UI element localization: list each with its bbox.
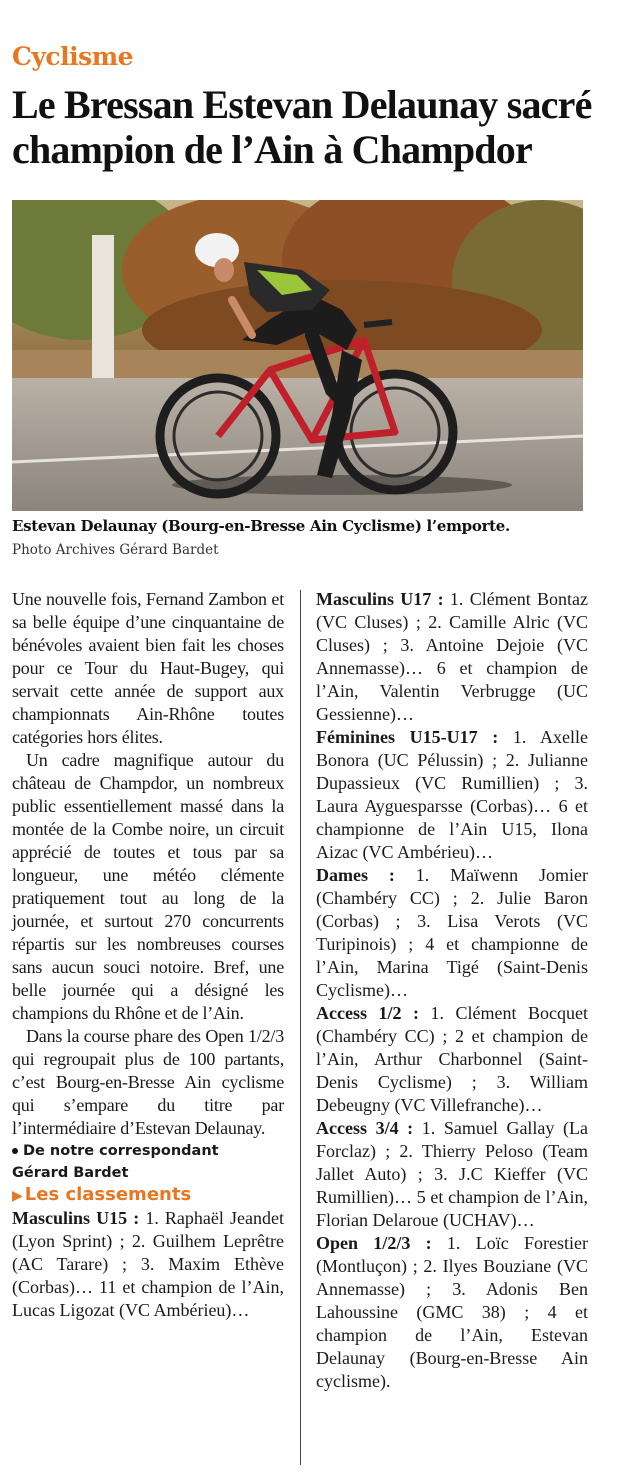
- result-entry: [316, 864, 588, 1002]
- result-entry: [316, 588, 588, 726]
- result-category: Féminines U15-U17 :: [316, 727, 499, 747]
- headline: Le Bressan Estevan Delaunay sacré champion de l’Ain à Champdor: [12, 82, 592, 172]
- result-entry: [316, 1117, 588, 1232]
- section-rubric: Cyclisme: [12, 42, 134, 71]
- result-text: 1. Maïwenn Jomier (Chambéry CC) ; 2. Julie Baron (Corbas) ; 3. Lisa Verots (VC Turipinois) ; 4 et championne de l’Ain, Marina Tigé (Saint-Denis Cyclisme)…: [316, 865, 588, 1000]
- result-text: 1. Raphaël Jeandet (Lyon Sprint) ; 2. Guilhem Leprêtre (AC Tarare) ; 3. Maxim Ethève (Corbas)… 11 et champion de l’Ain, Lucas Ligozat (VC Ambérieu)…: [12, 1208, 284, 1320]
- article-column-left: [12, 588, 284, 1322]
- article-column-right: [316, 588, 588, 1393]
- result-entry: [12, 1207, 284, 1322]
- result-text: 1. Clément Bocquet (Chambéry CC) ; 2 et champion de l’Ain, Arthur Charbonnel (Saint-Denis Cyclisme) ; 3. William Debeugny (VC Villefranche)…: [316, 1003, 588, 1115]
- article-photo: [12, 200, 583, 511]
- result-category: Access 1/2 :: [316, 1003, 419, 1023]
- arrow-right-icon: ▶: [12, 1188, 23, 1204]
- byline-label: De notre correspondant: [23, 1143, 219, 1159]
- result-entry: [316, 1002, 588, 1117]
- result-category: Masculins U15 :: [12, 1208, 140, 1228]
- paragraph-intro: Une nouvelle fois, Fernand Zambon et sa belle équipe d’une cinquantaine de bénévoles avaient bien fait les choses pour ce Tour du Haut-Bugey, qui servait cette année de support aux championnats Ain-Rhône toutes catégories hors élites.: [12, 589, 284, 747]
- results-heading-label: Les classements: [24, 1184, 192, 1205]
- result-category: Dames :: [316, 865, 395, 885]
- result-text: 1. Clément Bontaz (VC Cluses) ; 2. Camille Alric (VC Cluses) ; 3. Antoine Dejoie (VC Annemasse)… 6 et champion de l’Ain, Valentin Verbrugge (UC Gessienne)…: [316, 589, 588, 724]
- result-entry: [316, 1232, 588, 1393]
- photo-credit: Photo Archives Gérard Bardet: [12, 542, 219, 558]
- column-divider: [300, 590, 301, 1465]
- byline-correspondent: [12, 1140, 284, 1162]
- result-entry: [316, 726, 588, 864]
- result-text: 1. Loïc Forestier (Montluçon) ; 2. Ilyes Bouziane (VC Annemasse) ; 3. Adonis Ben Lahoussine (GMC 38) ; 4 et champion de l’Ain, Estevan Delaunay (Bourg-en-Bresse Ain cyclisme).: [316, 1233, 588, 1391]
- photo-caption: Estevan Delaunay (Bourg-en-Bresse Ain Cyclisme) l’emporte.: [12, 517, 510, 535]
- result-category: Masculins U17 :: [316, 589, 444, 609]
- byline-author: Gérard Bardet: [12, 1165, 129, 1181]
- result-text: 1. Samuel Gallay (La Forclaz) ; 2. Thierry Peloso (Team Jallet Auto) ; 3. J.C Kieffer (VC Rumillien)… 5 et champion de l’Ain, Florian Delaroue (UCHAV)…: [316, 1118, 588, 1230]
- cyclist-photo-illustration: [12, 200, 583, 511]
- result-category: Access 3/4 :: [316, 1118, 414, 1138]
- result-text: 1. Axelle Bonora (UC Pélussin) ; 2. Julianne Dupassieux (VC Rumillien) ; 3. Laura Ayguesparsse (Corbas)… 6 et championne de l’Ain U15, Ilona Aizac (VC Ambérieu)…: [316, 727, 588, 862]
- bullet-icon: [12, 1148, 18, 1154]
- results-heading: [12, 1184, 284, 1207]
- paragraph-race: Dans la course phare des Open 1/2/3 qui regroupait plus de 100 partants, c’est Bourg-en-Bresse Ain cyclisme qui s’empare du titre par l’intermédiaire d’Estevan Delaunay.: [12, 1026, 284, 1138]
- result-category: Open 1/2/3 :: [316, 1233, 432, 1253]
- paragraph-setting: Un cadre magnifique autour du château de Champdor, un nombreux public essentiellement massé dans la montée de la Combe noire, un circuit apprécié de toutes et tous par sa longueur, une météo clémente pratiquement tout au long de la journée, et surtout 270 concurrents répartis sur les nombreuses courses sans aucun souci notoire. Bref, une belle journée qui a désigné les champions du Rhône et de l’Ain.: [12, 750, 284, 1023]
